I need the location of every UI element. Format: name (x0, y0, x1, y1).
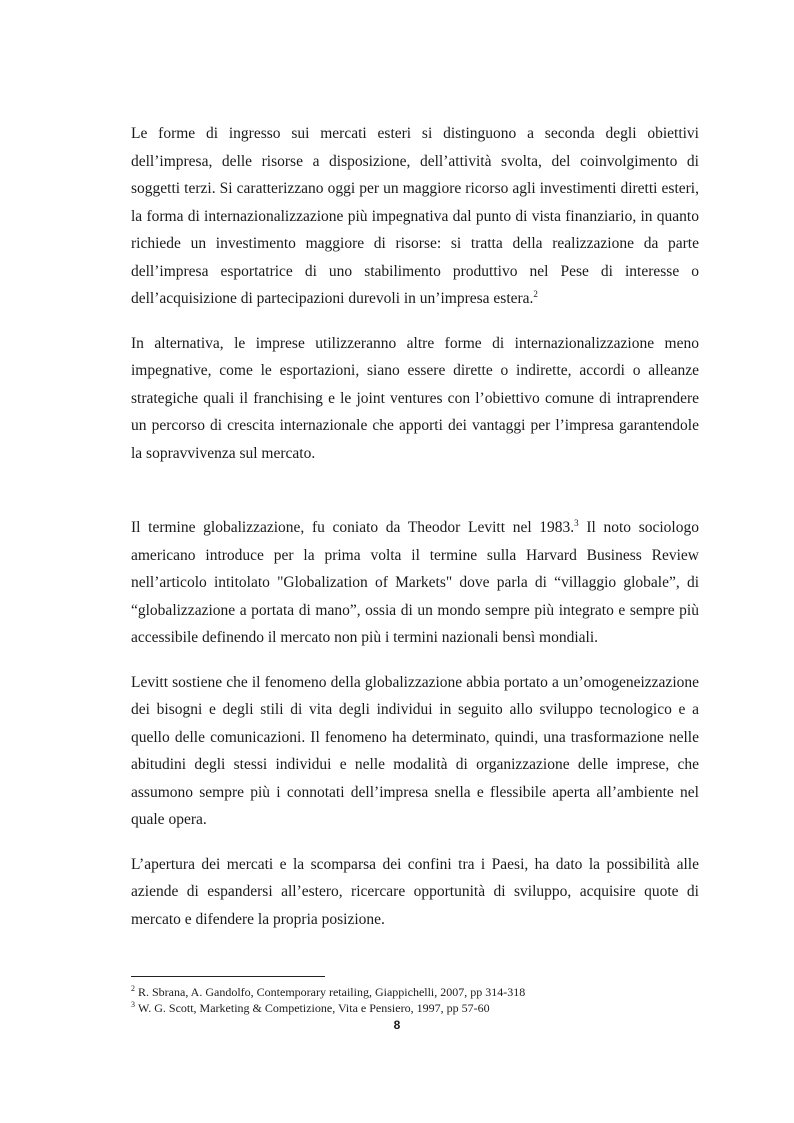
footnote-ref-2[interactable]: 2 (533, 288, 538, 299)
paragraph-alternativa (131, 330, 699, 468)
paragraph-text: In alternativa, le imprese utilizzeranno altre forme di internazionalizzazione meno impegnative, come le esportazioni, siano essere dirette o indirette, accordi o alleanze strategiche quali il franchising e le joint ventures con l’obiettivo comune di intraprendere un percorso di crescita internazionale che apporti dei vantaggi per l’impresa garantendole la sopravvivenza sul mercato. (131, 334, 699, 462)
footnote-text: R. Sbrana, A. Gandolfo, Contemporary retailing, Giappichelli, 2007, pp 314-318 (138, 985, 526, 999)
paragraph-text: Levitt sostiene che il fenomeno della globalizzazione abbia portato a un’omogeneizzazione dei bisogni e degli stili di vita degli individui in seguito allo sviluppo tecnologico e a quello delle comunicazioni. Il fenomeno ha determinato, quindi, una trasformazione nelle abitudini degli stessi individui e nelle modalità di organizzazione delle imprese, che assumono sempre più i connotati dell’impresa snella e flessibile aperta all’ambiente nel quale opera. (131, 673, 699, 828)
page-number: 8 (393, 1018, 401, 1032)
paragraph-termine-globalizzazione (131, 514, 699, 652)
footnote-2 (131, 984, 699, 1000)
footnote-3 (131, 1000, 699, 1016)
page-body (131, 120, 699, 933)
footnote-ref-3[interactable]: 3 (574, 517, 579, 528)
paragraph-text: Il termine globalizzazione, fu coniato da Theodor Levitt nel 1983. (131, 519, 575, 536)
footnote-mark: 2 (131, 984, 135, 993)
paragraph-text-continued: Il noto sociologo americano introduce per la prima volta il termine sulla Harvard Business Review nell’articolo intitolato "Globalization of Markets" dove parla di “villaggio globale”, di “globalizzazione a portata di mano”, ossia di un mondo sempre più integrato e sempre più accessibile definendo il mercato non più i termini nazionali bensì mondiali. (131, 519, 699, 646)
section-heading (157, 484, 699, 506)
paragraph-forme-ingresso (131, 120, 699, 313)
paragraph-levitt-sostiene (131, 669, 699, 834)
footnotes (131, 976, 699, 1016)
footnote-divider (131, 976, 325, 977)
footnote-text: W. G. Scott, Marketing & Competizione, Vita e Pensiero, 1997, pp 57-60 (138, 1001, 490, 1015)
paragraph-apertura-mercati (131, 851, 699, 934)
paragraph-text: Le forme di ingresso sui mercati esteri si distinguono a seconda degli obiettivi dell’impresa, delle risorse a disposizione, dell’attività svolta, del coinvolgimento di soggetti terzi. Si caratterizzano oggi per un maggiore ricorso agli investimenti diretti esteri, la forma di internazionalizzazione più impegnativa dal punto di vista finanziario, in quanto richiede un investimento maggiore di risorse: si tratta della realizzazione da parte dell’impresa esportatrice di uno stabilimento produttivo nel Pese di interesse o dell’acquisizione di partecipazioni durevoli in un’impresa estera. (131, 125, 699, 307)
paragraph-text: L’apertura dei mercati e la scomparsa dei confini tra i Paesi, ha dato la possibilità alle aziende di espandersi all’estero, ricercare opportunità di sviluppo, acquisire quote di mercato e difendere la propria posizione. (131, 855, 699, 928)
footnote-mark: 3 (131, 1000, 135, 1009)
